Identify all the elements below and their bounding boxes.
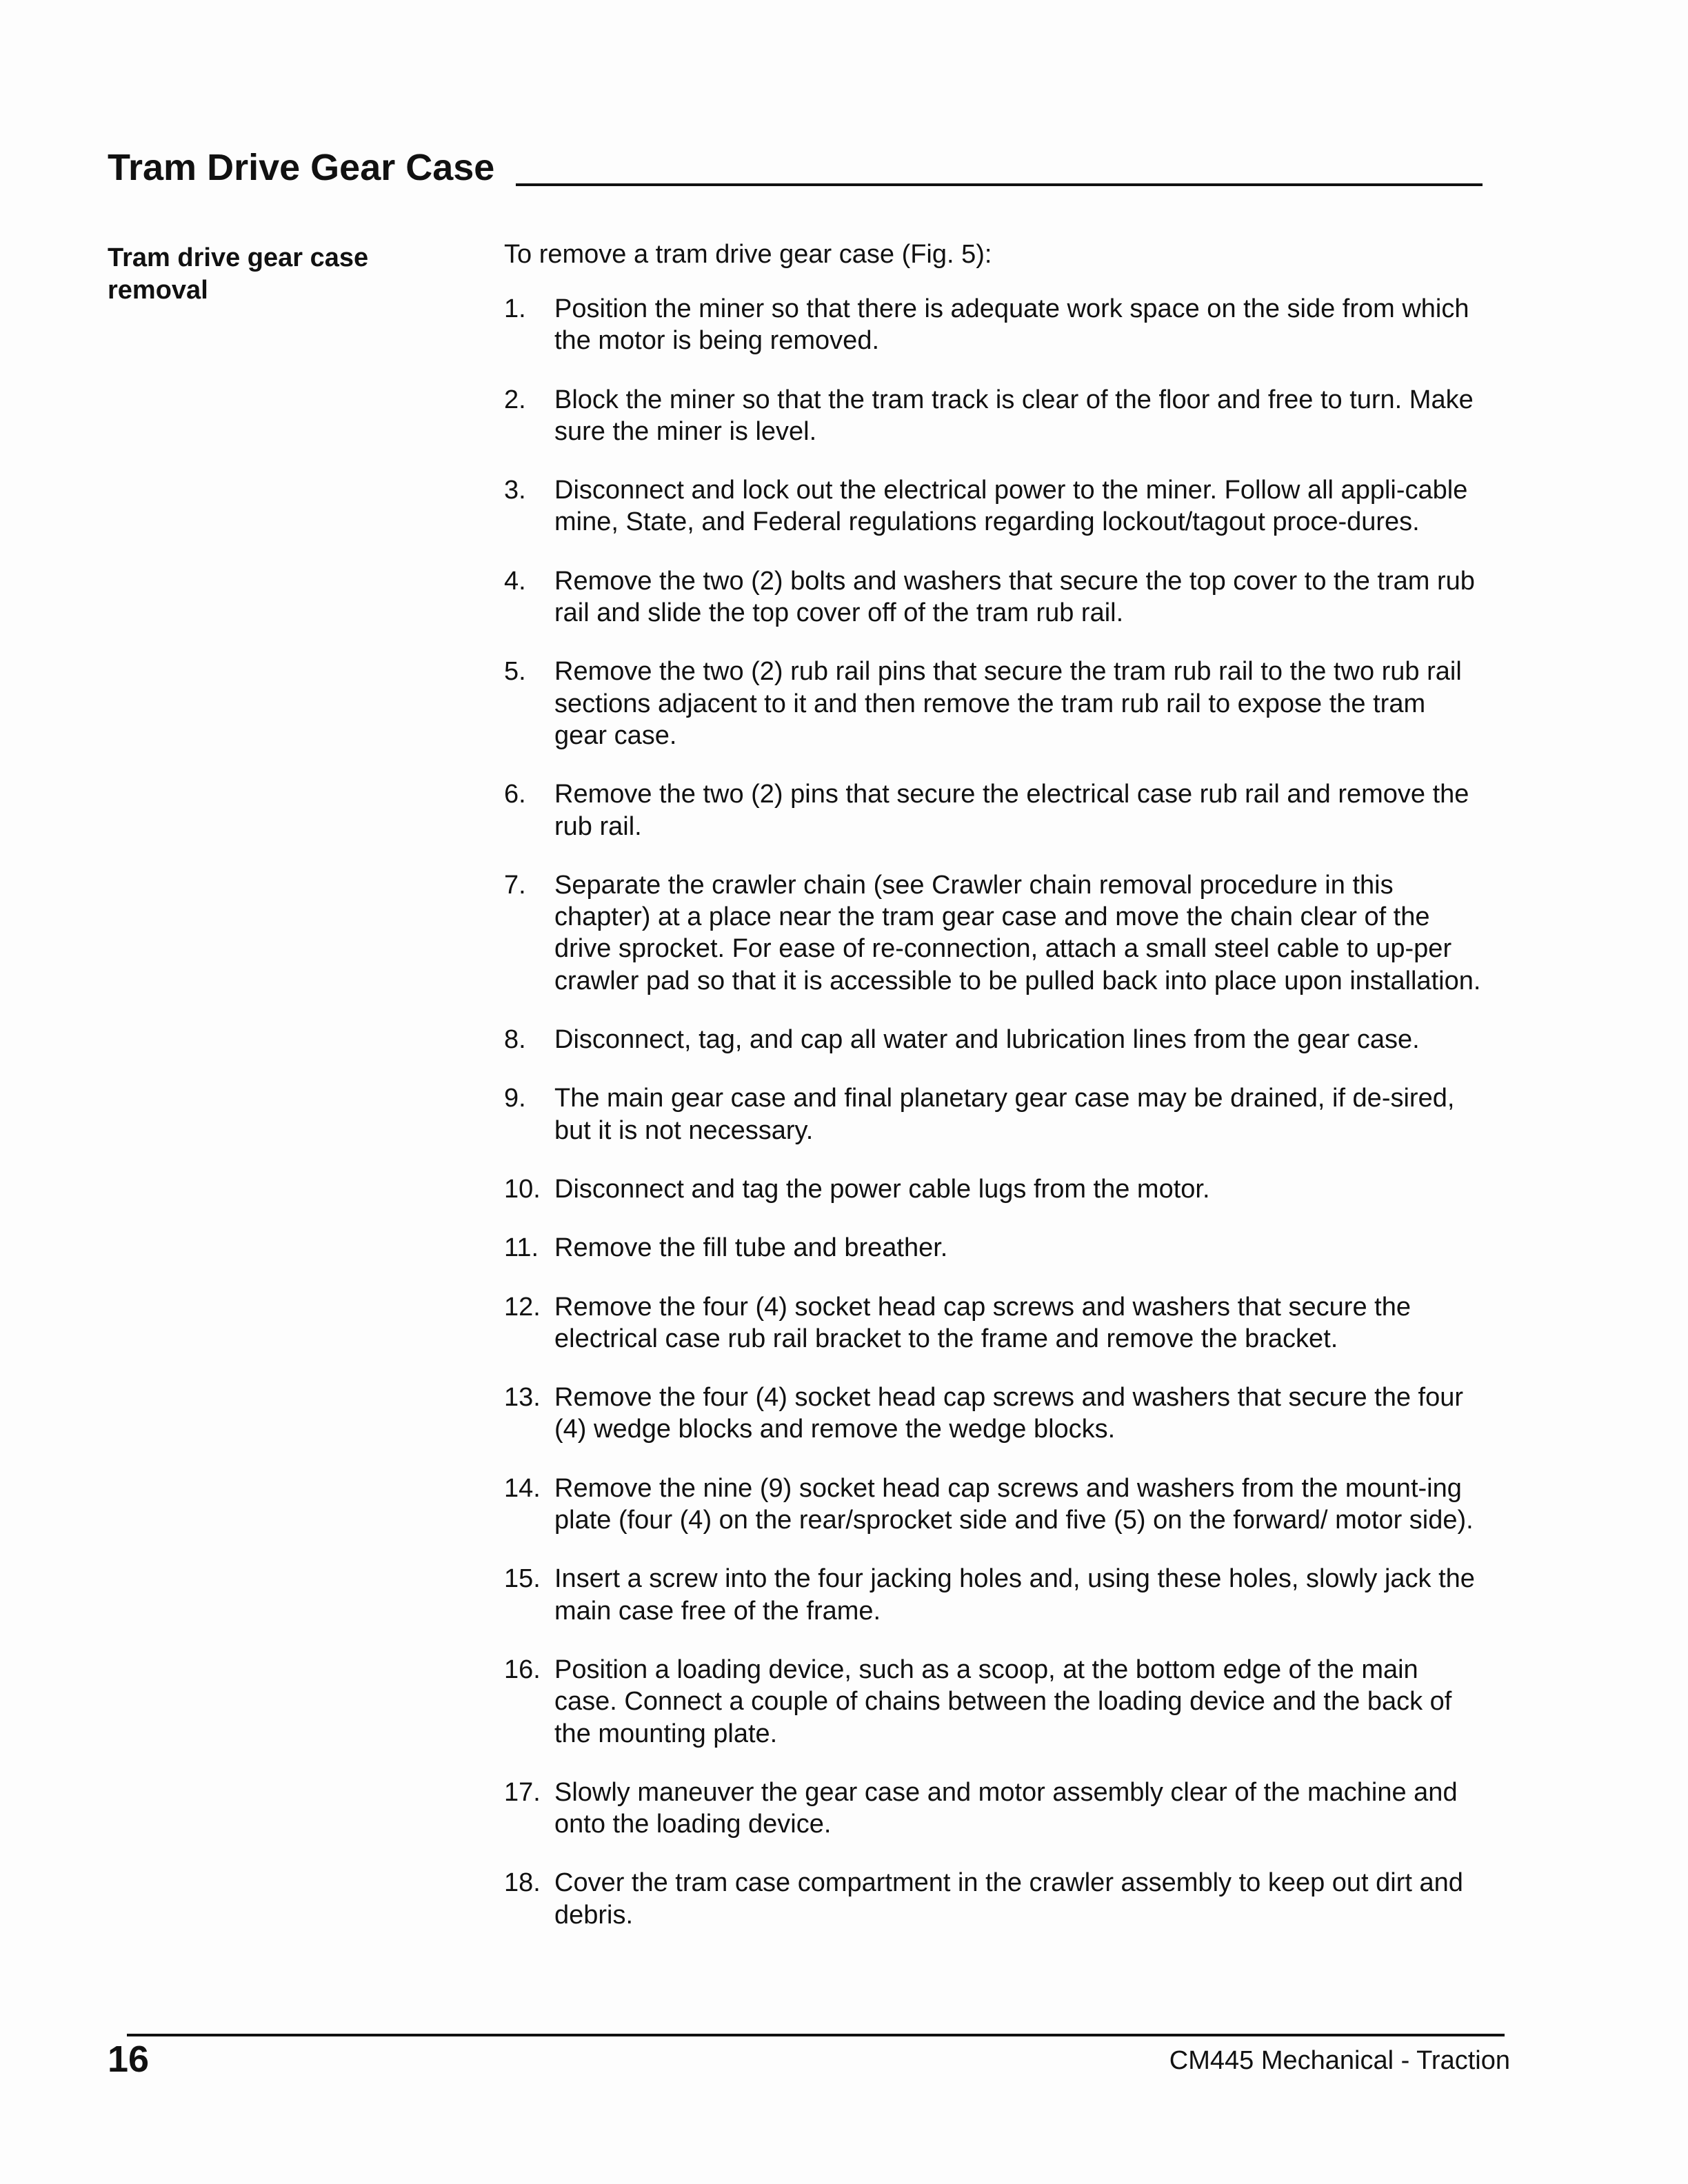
step-number: 12. (504, 1292, 541, 1322)
procedure-steps-list (504, 293, 1483, 1958)
footer-rule (127, 2034, 1505, 2036)
step-text: Remove the two (2) rub rail pins that secure the tram rub rail to the two rub rail sections adjacent to it and then remove the tram rub rail to expose the tram gear case. (554, 657, 1462, 750)
procedure-step-3 (504, 474, 1483, 538)
procedure-step-8 (504, 1024, 1483, 1055)
procedure-step-6 (504, 778, 1483, 842)
step-number: 13. (504, 1383, 541, 1413)
step-text: The main gear case and final planetary gear case may be drained, if de-sired, but it is not necessary. (554, 1084, 1455, 1145)
procedure-step-5 (504, 656, 1483, 751)
step-text: Block the miner so that the tram track is clear of the floor and free to turn. Make sure the miner is level. (554, 385, 1474, 446)
step-text: Remove the two (2) pins that secure the electrical case rub rail and remove the rub rail. (554, 780, 1469, 841)
step-text: Slowly maneuver the gear case and motor assembly clear of the machine and onto the loading device. (554, 1777, 1458, 1839)
step-text: Disconnect and lock out the electrical power to the miner. Follow all appli-cable mine, State, and Federal regulations regarding lockout/tagout proce-dures. (554, 476, 1468, 537)
step-text: Remove the two (2) bolts and washers that secure the top cover to the tram rub rail and slide the top cover off of the tram rub rail. (554, 566, 1475, 628)
step-number: 9. (504, 1084, 526, 1113)
page-number: 16 (108, 2039, 150, 2080)
step-number: 16. (504, 1655, 541, 1684)
step-number: 15. (504, 1564, 541, 1594)
title-underline-rule (516, 183, 1483, 186)
procedure-step-13 (504, 1382, 1483, 1446)
step-number: 18. (504, 1868, 541, 1898)
step-number: 10. (504, 1174, 541, 1204)
procedure-step-11 (504, 1232, 1483, 1264)
procedure-step-18 (504, 1867, 1483, 1931)
step-text: Remove the four (4) socket head cap screws and washers that secure the four (4) wedge blocks and remove the wedge blocks. (554, 1383, 1463, 1444)
intro-paragraph: To remove a tram drive gear case (Fig. 5): (504, 240, 992, 269)
footer-manual-title: CM445 Mechanical - Traction (1169, 2046, 1510, 2075)
step-number: 17. (504, 1777, 541, 1807)
step-text: Position a loading device, such as a scoop, at the bottom edge of the main case. Connect a couple of chains between the loading device and the back of the mounting plate. (554, 1655, 1452, 1748)
procedure-step-9 (504, 1082, 1483, 1146)
step-number: 11. (504, 1233, 539, 1263)
procedure-step-2 (504, 384, 1483, 448)
step-number: 14. (504, 1473, 541, 1503)
procedure-step-10 (504, 1173, 1483, 1205)
page-title: Tram Drive Gear Case (108, 147, 495, 188)
step-text: Disconnect and tag the power cable lugs from the motor. (554, 1174, 1210, 1204)
step-text: Remove the fill tube and breather. (554, 1233, 948, 1263)
step-number: 3. (504, 476, 526, 505)
procedure-step-1 (504, 293, 1483, 357)
procedure-step-14 (504, 1473, 1483, 1537)
procedure-step-15 (504, 1563, 1483, 1627)
step-text: Position the miner so that there is adequate work space on the side from which the motor is being removed. (554, 294, 1469, 356)
step-text: Remove the four (4) socket head cap screws and washers that secure the electrical case rub rail bracket to the frame and remove the bracket. (554, 1292, 1411, 1353)
procedure-step-12 (504, 1291, 1483, 1355)
step-number: 4. (504, 566, 526, 596)
procedure-step-7 (504, 869, 1483, 997)
step-number: 6. (504, 780, 526, 809)
step-text: Separate the crawler chain (see Crawler chain removal procedure in this chapter) at a place near the tram gear case and move the chain clear of the drive sprocket. For ease of re-connection, attach a small steel cable to up-per crawler pad so that it is accessible to be pulled back into place upon installation. (554, 870, 1481, 995)
step-number: 1. (504, 294, 526, 323)
procedure-step-17 (504, 1777, 1483, 1841)
step-text: Disconnect, tag, and cap all water and lubrication lines from the gear case. (554, 1025, 1420, 1055)
step-text: Remove the nine (9) socket head cap screws and washers from the mount-ing plate (four (4) on the rear/sprocket side and five (5) on the forward/ motor side). (554, 1473, 1474, 1535)
procedure-step-16 (504, 1654, 1483, 1750)
step-number: 5. (504, 657, 526, 687)
step-text: Cover the tram case compartment in the crawler assembly to keep out dirt and debris. (554, 1868, 1463, 1930)
step-number: 7. (504, 870, 526, 900)
step-text: Insert a screw into the four jacking holes and, using these holes, slowly jack the main case free of the frame. (554, 1564, 1475, 1626)
step-number: 8. (504, 1025, 526, 1055)
procedure-step-4 (504, 565, 1483, 629)
section-heading: Tram drive gear case removal (108, 243, 369, 305)
step-number: 2. (504, 385, 526, 414)
